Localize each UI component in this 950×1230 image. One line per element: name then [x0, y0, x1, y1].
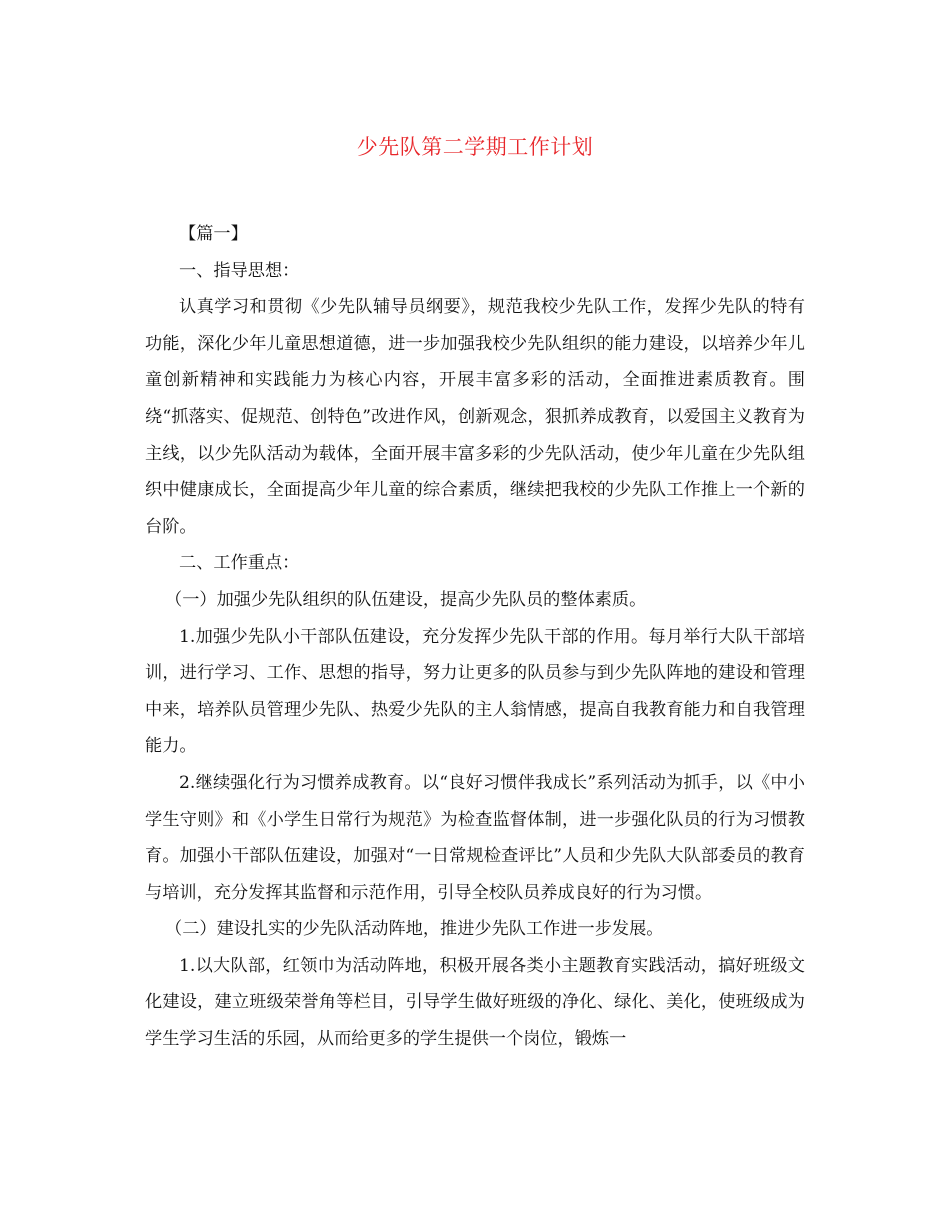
- document-body: [145, 216, 805, 1058]
- paragraph-guiding-thought: 认真学习和贯彻《少先队辅导员纲要》，规范我校少先队工作，发挥少先队的特有功能，深化少年儿童思想道德，进一步加强我校少先队组织的能力建设，以培养少年儿童创新精神和实践能力为核心内容，开展丰富多彩的活动，全面推进素质教育。围绕“抓落实、促规范、创特色”改进作风，创新观念，狠抓养成教育，以爱国主义教育为主线，以少先队活动为载体，全面开展丰富多彩的少先队活动，使少年儿童在少先队组织中健康成长，全面提高少年儿童的综合素质，继续把我校的少先队工作推上一个新的台阶。: [145, 297, 805, 537]
- paragraph-habit-education: 2.继续强化行为习惯养成教育。以“良好习惯伴我成长”系列活动为抓手，以《中小学生守则》和《小学生日常行为规范》为检查监督体制，进一步强化队员的行为习惯教育。加强小干部队伍建设，加强对“一日常规检查评比”人员和少先队大队部委员的教育与培训，充分发挥其监督和示范作用，引导全校队员养成良好的行为习惯。: [145, 772, 805, 903]
- paragraph-cadre-building: 1.加强少先队小干部队伍建设，充分发挥少先队干部的作用。每月举行大队干部培训，进行学习、工作、思想的指导，努力让更多的队员参与到少先队阵地的建设和管理中来，培养队员管理少先队、热爱少先队的主人翁情感，提高自我教育能力和自我管理能力。: [145, 626, 805, 757]
- section-heading-work-focus: 二、工作重点：: [179, 553, 300, 574]
- subsection-heading-activity-base: （二）建设扎实的少先队活动阵地，推进少先队工作进一步发展。: [165, 919, 664, 940]
- section-heading-part-one: 【篇一】: [179, 224, 248, 244]
- paragraph-activity-base: 1.以大队部，红领巾为活动阵地，积极开展各类小主题教育实践活动，搞好班级文化建设，建立班级荣誉角等栏目，引导学生做好班级的净化、绿化、美化，使班级成为学生学习生活的乐园，从而给更多的学生提供一个岗位，锻炼一: [145, 955, 805, 1050]
- document-title: 少先队第二学期工作计划: [356, 135, 594, 159]
- subsection-heading-team-building: （一）加强少先队组织的队伍建设，提高少先队员的整体素质。: [165, 589, 647, 610]
- section-heading-guiding-thought: 一、指导思想：: [179, 260, 300, 281]
